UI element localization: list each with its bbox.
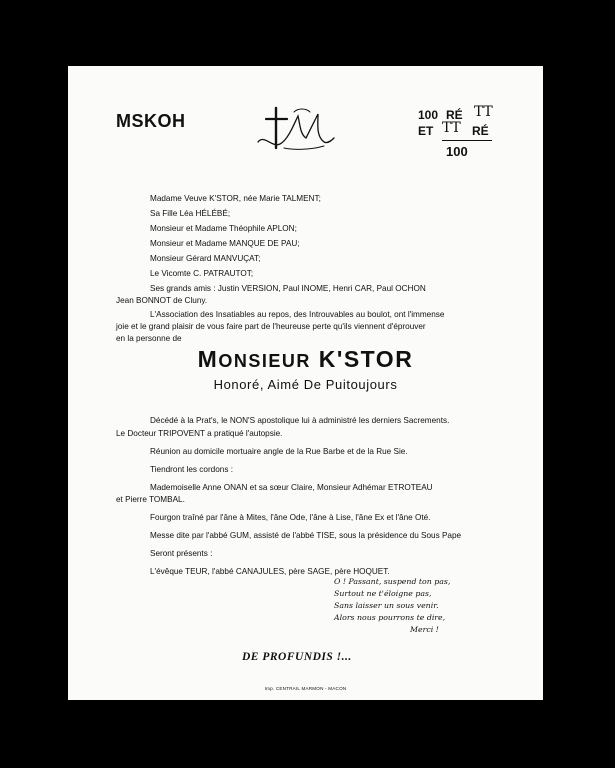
family-line: Ses grands amis : Justin VERSION, Paul INOME, Henri CAR, Paul OCHON [150,284,426,293]
poem-line: Merci ! [410,625,439,634]
deceased-name [68,346,543,373]
family-line: Sa Fille Léa HÉLÉBÉ; [150,209,231,218]
deceased-name-surname: K'STOR [318,346,414,372]
detail-line: Messe dite par l'abbé GUM, assisté de l'abbé TISE, sous la présidence du Sous Pape [150,531,462,540]
detail-line: Réunion au domicile mortuaire angle de la Rue Barbe et de la Rue Sie. [150,447,408,456]
code-bottom-number: 100 [446,144,468,159]
code-top-re: RÉ [446,108,463,122]
association-line: en la personne de [116,334,182,343]
code-mid-re: RÉ [472,124,489,138]
deceased-name-initial: M [197,346,219,372]
deceased-subtitle: Honoré, Aimé De Puitoujours [213,377,398,392]
association-line: joie et le grand plaisir de vous faire part de l'heureuse perte qu'ils viennent d'éprouver [116,322,426,331]
detail-line: Décédé à la Prat's, le NON'S apostolique lui à administré les derniers Sacrements. [150,416,450,425]
detail-line: L'évêque TEUR, l'abbé CANAJULES, père SAGE, père HOQUET. [150,567,390,576]
letter-page [68,66,543,700]
family-line: Madame Veuve K'STOR, née Marie TALMENT; [150,194,321,203]
poem-line: O ! Passant, suspend ton pas, [334,577,451,586]
poem-line: Sans laisser un sous venir. [334,601,439,610]
poem-line: Alors nous pourrons te dire, [334,613,446,622]
code-top-glyph: ΤΤ [474,104,493,120]
deceased-name-title: ONSIEUR [218,351,311,371]
printer-credit: Imp. CENTRAIL MARMON - MACON [264,686,347,691]
family-line: Monsieur et Madame Théophile APLON; [150,224,297,233]
header-title: MSKOH [116,111,186,131]
detail-line: Seront présents : [150,549,213,558]
family-line: Monsieur et Madame MANQUE DE PAU; [150,239,300,248]
detail-line: Fourgon traîné par l'âne à Mites, l'âne Ode, l'âne à Lise, l'âne Ex et l'âne Oté. [150,513,431,522]
code-divider [442,140,492,141]
family-line: Jean BONNOT de Cluny. [116,296,208,305]
detail-line: et Pierre TOMBAL. [116,495,185,504]
detail-line: Mademoiselle Anne ONAN et sa sœur Claire, Monsieur Adhémar ETROTEAU [150,483,433,492]
family-line: Monsieur Gérard MANVUÇAT; [150,254,261,263]
poem-line: Surtout ne t'éloigne pas, [334,589,432,598]
cross-monogram-emblem [254,104,336,154]
closing-phrase: DE PROFUNDIS !... [242,651,352,663]
code-top-number: 100 [418,108,439,122]
code-et: ET [418,124,434,138]
code-mid-glyph: ΤΤ [442,120,461,136]
detail-line: Le Docteur TRIPOVENT a pratiqué l'autopsie. [116,429,283,438]
detail-line: Tiendront les cordons : [150,465,233,474]
family-line: Le Vicomte C. PATRAUTOT; [150,269,254,278]
association-line: L'Association des Insatiables au repos, des Introuvables au boulot, ont l'immense [150,310,445,319]
